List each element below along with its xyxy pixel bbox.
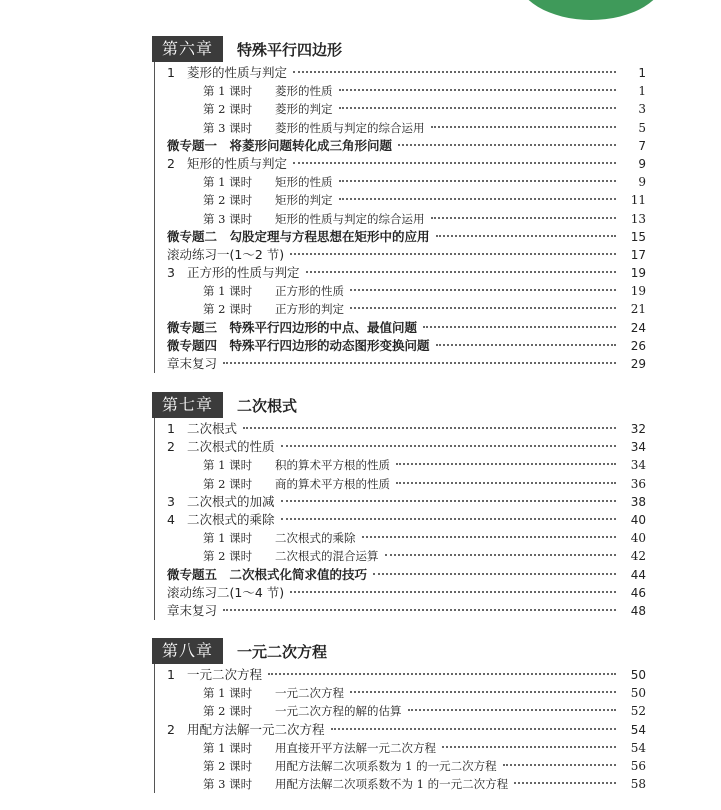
section-number: 3 bbox=[167, 493, 175, 509]
page-number: 19 bbox=[630, 284, 646, 299]
page-number: 1 bbox=[638, 84, 646, 99]
dot-leader bbox=[290, 591, 616, 593]
toc-lesson-entry[interactable] bbox=[155, 529, 646, 547]
toc-lesson-entry[interactable] bbox=[155, 282, 646, 300]
chapter-badge: 第七章 bbox=[152, 392, 223, 418]
toc-special-entry[interactable] bbox=[155, 137, 646, 155]
page-number: 13 bbox=[630, 211, 646, 226]
toc-entry-text: 滚动练习二(1～4 节) bbox=[167, 584, 285, 600]
toc-entry[interactable] bbox=[155, 602, 646, 620]
toc-entry-text: 积的算术平方根的性质 bbox=[275, 458, 390, 473]
toc-entry-label bbox=[203, 210, 425, 228]
toc-lesson-entry[interactable] bbox=[155, 475, 646, 493]
toc-entry-text: 二次根式的性质 bbox=[187, 439, 275, 455]
toc-entry-text: 正方形的性质 bbox=[275, 284, 344, 299]
dot-leader bbox=[339, 180, 617, 182]
dot-leader bbox=[223, 362, 616, 364]
toc-entry[interactable] bbox=[155, 264, 646, 282]
dot-leader bbox=[514, 782, 616, 784]
toc-entry-text: 矩形的性质 bbox=[275, 175, 333, 190]
toc-entry-text: 二次根式的乘除 bbox=[275, 531, 356, 546]
toc-lesson-entry[interactable] bbox=[155, 119, 646, 137]
dot-leader bbox=[339, 198, 617, 200]
dot-leader bbox=[350, 691, 616, 693]
page-number: 38 bbox=[630, 494, 646, 509]
toc-entry-label bbox=[203, 684, 344, 702]
chapter-badge: 第八章 bbox=[152, 638, 223, 664]
page-number: 1 bbox=[638, 66, 646, 80]
dot-leader bbox=[436, 235, 616, 237]
toc-entry-text: 菱形的性质 bbox=[275, 84, 333, 99]
toc-entry-text: 二次根式的混合运算 bbox=[275, 549, 379, 564]
page-number: 36 bbox=[630, 476, 646, 491]
toc-entry-text: 微专题四 特殊平行四边形的动态图形变换问题 bbox=[167, 337, 430, 353]
lesson-number: 第 2 课时 bbox=[203, 704, 253, 719]
toc-entry-label bbox=[167, 721, 325, 739]
dot-leader bbox=[373, 573, 616, 575]
toc-entry-text: 矩形的性质与判定 bbox=[187, 155, 288, 171]
toc-entry[interactable] bbox=[155, 64, 646, 82]
page-number: 32 bbox=[630, 422, 646, 436]
dot-leader bbox=[223, 609, 616, 611]
toc-entry[interactable] bbox=[155, 666, 646, 684]
toc-lesson-entry[interactable] bbox=[155, 300, 646, 318]
section-number: 2 bbox=[167, 439, 175, 455]
toc-entry-text: 菱形的判定 bbox=[275, 102, 333, 117]
chapter-toc bbox=[154, 664, 646, 793]
toc-entry-text: 微专题一 将菱形问题转化成三角形问题 bbox=[167, 137, 393, 153]
toc-entry-text: 商的算术平方根的性质 bbox=[275, 476, 390, 491]
toc-entry-text: 用配方法解二次项系数不为 1 的一元二次方程 bbox=[275, 777, 509, 792]
page-number: 34 bbox=[630, 458, 646, 473]
lesson-number: 第 2 课时 bbox=[203, 476, 253, 491]
lesson-number: 第 1 课时 bbox=[203, 284, 253, 299]
toc-lesson-entry[interactable] bbox=[155, 456, 646, 474]
lesson-number: 第 1 课时 bbox=[203, 458, 253, 473]
toc-entry-label bbox=[203, 547, 379, 565]
toc-entry[interactable] bbox=[155, 246, 646, 264]
page-number: 46 bbox=[630, 585, 646, 600]
dot-leader bbox=[398, 144, 616, 146]
chapter-8 bbox=[152, 638, 646, 793]
dot-leader bbox=[503, 764, 616, 766]
section-number: 2 bbox=[167, 155, 175, 171]
toc-entry-text: 微专题二 勾股定理与方程思想在矩形中的应用 bbox=[167, 228, 430, 244]
dot-leader bbox=[339, 89, 617, 91]
page-number: 15 bbox=[630, 229, 646, 244]
toc-entry-label bbox=[203, 757, 497, 775]
dot-leader bbox=[396, 463, 616, 465]
toc-entry-label bbox=[167, 155, 287, 173]
lesson-number: 第 1 课时 bbox=[203, 686, 253, 701]
toc-entry-label bbox=[167, 228, 430, 246]
dot-leader bbox=[385, 554, 617, 556]
toc-entry-text: 正方形的判定 bbox=[275, 302, 344, 317]
dot-leader bbox=[408, 709, 617, 711]
dot-leader bbox=[306, 271, 616, 273]
dot-leader bbox=[281, 500, 616, 502]
toc-entry-label bbox=[203, 475, 390, 493]
lesson-number: 第 2 课时 bbox=[203, 102, 253, 117]
toc-entry-text: 章末复习 bbox=[167, 356, 218, 371]
chapter-7 bbox=[152, 392, 646, 620]
toc-entry-label bbox=[167, 64, 287, 82]
toc-entry-label bbox=[203, 702, 402, 720]
toc-entry-label bbox=[203, 739, 436, 757]
dot-leader bbox=[339, 107, 617, 109]
toc-entry-text: 矩形的性质与判定的综合运用 bbox=[275, 211, 425, 226]
lesson-number: 第 3 课时 bbox=[203, 777, 253, 792]
toc-entry-label bbox=[167, 264, 300, 282]
toc-lesson-entry[interactable] bbox=[155, 82, 646, 100]
toc-entry-label bbox=[203, 119, 425, 137]
dot-leader bbox=[331, 728, 616, 730]
toc-entry-text: 微专题三 特殊平行四边形的中点、最值问题 bbox=[167, 319, 418, 335]
toc-entry-label bbox=[203, 529, 356, 547]
toc-entry[interactable] bbox=[155, 721, 646, 739]
chapter-toc bbox=[154, 62, 646, 373]
lesson-number: 第 1 课时 bbox=[203, 531, 253, 546]
toc-entry-label bbox=[203, 282, 344, 300]
toc-entry-label bbox=[167, 566, 367, 584]
section-number: 3 bbox=[167, 265, 175, 281]
toc-entry-label bbox=[167, 246, 284, 264]
page-number: 5 bbox=[638, 120, 646, 135]
chapter-header bbox=[152, 36, 646, 62]
section-number: 1 bbox=[167, 65, 175, 80]
chapter-title: 特殊平行四边形 bbox=[237, 40, 343, 59]
lesson-number: 第 1 课时 bbox=[203, 740, 253, 755]
toc-special-entry[interactable] bbox=[155, 337, 646, 355]
toc-lesson-entry[interactable] bbox=[155, 173, 646, 191]
page-number: 34 bbox=[630, 440, 646, 455]
chapter-title: 二次根式 bbox=[237, 396, 298, 415]
page-number: 40 bbox=[630, 512, 646, 527]
toc-lesson-entry[interactable] bbox=[155, 775, 646, 793]
dot-leader bbox=[396, 482, 616, 484]
toc-entry-text: 矩形的判定 bbox=[275, 193, 333, 208]
toc-entry-label bbox=[203, 456, 390, 474]
page-number: 19 bbox=[630, 266, 646, 281]
toc-entry-label bbox=[167, 319, 417, 337]
dot-leader bbox=[290, 253, 616, 255]
page-number: 42 bbox=[630, 549, 646, 564]
dot-leader bbox=[293, 162, 616, 164]
toc-entry-text: 用配方法解一元二次方程 bbox=[187, 721, 325, 737]
toc-entry-label bbox=[167, 420, 237, 438]
dot-leader bbox=[431, 126, 617, 128]
toc-entry-text: 微专题五 二次根式化简求值的技巧 bbox=[167, 566, 368, 582]
chapter-header bbox=[152, 638, 646, 664]
toc-entry-label bbox=[167, 584, 284, 602]
section-number: 4 bbox=[167, 511, 175, 527]
toc-entry-label bbox=[203, 191, 333, 209]
toc-entry-text: 章末复习 bbox=[167, 602, 218, 618]
toc-entry-label bbox=[167, 355, 217, 373]
dot-leader bbox=[362, 536, 617, 538]
dot-leader bbox=[350, 289, 616, 291]
page-number: 7 bbox=[638, 138, 646, 153]
toc-entry-label bbox=[203, 173, 333, 191]
chapter-header bbox=[152, 392, 646, 418]
page-number: 3 bbox=[638, 102, 646, 117]
toc-entry-text: 用配方法解二次项系数为 1 的一元二次方程 bbox=[275, 758, 497, 773]
toc-entry-text: 用直接开平方法解一元二次方程 bbox=[275, 740, 436, 755]
page-number: 40 bbox=[630, 531, 646, 546]
page-number: 58 bbox=[630, 777, 646, 792]
lesson-number: 第 2 课时 bbox=[203, 549, 253, 564]
toc-entry-label bbox=[167, 337, 430, 355]
toc-entry-label bbox=[167, 493, 275, 511]
toc-lesson-entry[interactable] bbox=[155, 739, 646, 757]
toc-entry-label bbox=[167, 666, 262, 684]
dot-leader bbox=[350, 307, 616, 309]
page-number: 54 bbox=[630, 722, 646, 737]
dot-leader bbox=[431, 217, 617, 219]
chapter-badge: 第六章 bbox=[152, 36, 223, 62]
dot-leader bbox=[293, 71, 616, 73]
page-number: 29 bbox=[630, 357, 646, 371]
section-number: 1 bbox=[167, 421, 175, 436]
toc-entry-text: 菱形的性质与判定 bbox=[187, 65, 288, 80]
page-number: 17 bbox=[630, 247, 646, 262]
chapter-toc bbox=[154, 418, 646, 620]
corner-decoration bbox=[516, 0, 666, 20]
toc-entry-label bbox=[167, 511, 275, 529]
toc-entry-label bbox=[203, 82, 333, 100]
toc-entry[interactable] bbox=[155, 438, 646, 456]
page-number: 24 bbox=[630, 320, 646, 335]
toc-entry-text: 正方形的性质与判定 bbox=[187, 265, 300, 281]
page-number: 11 bbox=[630, 193, 646, 208]
dot-leader bbox=[268, 673, 616, 675]
toc-entry[interactable] bbox=[155, 420, 646, 438]
dot-leader bbox=[442, 746, 616, 748]
toc-entry-text: 菱形的性质与判定的综合运用 bbox=[275, 120, 425, 135]
page-number: 56 bbox=[630, 758, 646, 773]
page-number: 52 bbox=[630, 704, 646, 719]
toc-entry-label bbox=[203, 300, 344, 318]
toc-lesson-entry[interactable] bbox=[155, 100, 646, 118]
dot-leader bbox=[436, 344, 616, 346]
toc-entry-text: 二次根式的加减 bbox=[187, 493, 275, 509]
toc-lesson-entry[interactable] bbox=[155, 210, 646, 228]
section-number: 2 bbox=[167, 721, 175, 737]
toc-lesson-entry[interactable] bbox=[155, 191, 646, 209]
toc-lesson-entry[interactable] bbox=[155, 547, 646, 565]
toc-entry-text: 二次根式的乘除 bbox=[187, 511, 275, 527]
toc-lesson-entry[interactable] bbox=[155, 702, 646, 720]
page-number: 9 bbox=[638, 175, 646, 190]
toc-entry-label bbox=[167, 602, 217, 620]
toc-entry-label bbox=[167, 438, 275, 456]
toc-special-entry[interactable] bbox=[155, 228, 646, 246]
page-number: 9 bbox=[638, 156, 646, 171]
toc-entry-text: 一元二次方程 bbox=[187, 667, 263, 682]
lesson-number: 第 2 课时 bbox=[203, 193, 253, 208]
toc-special-entry[interactable] bbox=[155, 566, 646, 584]
toc-entry-label bbox=[203, 775, 508, 793]
dot-leader bbox=[281, 518, 616, 520]
dot-leader bbox=[423, 326, 616, 328]
toc-entry[interactable] bbox=[155, 511, 646, 529]
page-number: 44 bbox=[630, 567, 646, 582]
toc-lesson-entry[interactable] bbox=[155, 684, 646, 702]
toc-entry-label bbox=[203, 100, 333, 118]
chapter-title: 一元二次方程 bbox=[237, 642, 328, 661]
toc-entry-text: 滚动练习一(1～2 节) bbox=[167, 246, 285, 262]
toc-entry-text: 二次根式 bbox=[187, 421, 238, 436]
toc-entry-label bbox=[167, 137, 392, 155]
chapter-6 bbox=[152, 36, 646, 373]
lesson-number: 第 1 课时 bbox=[203, 84, 253, 99]
toc-entry[interactable] bbox=[155, 155, 646, 173]
page-number: 54 bbox=[630, 740, 646, 755]
toc-entry-text: 一元二次方程的解的估算 bbox=[275, 704, 402, 719]
lesson-number: 第 3 课时 bbox=[203, 211, 253, 226]
page-number: 21 bbox=[630, 302, 646, 317]
toc-entry[interactable] bbox=[155, 584, 646, 602]
toc-entry[interactable] bbox=[155, 355, 646, 373]
toc-entry-text: 一元二次方程 bbox=[275, 686, 344, 701]
page-number: 50 bbox=[630, 686, 646, 701]
dot-leader bbox=[281, 445, 616, 447]
toc-lesson-entry[interactable] bbox=[155, 757, 646, 775]
dot-leader bbox=[243, 427, 616, 429]
lesson-number: 第 2 课时 bbox=[203, 758, 253, 773]
lesson-number: 第 3 课时 bbox=[203, 120, 253, 135]
page-number: 50 bbox=[630, 668, 646, 682]
lesson-number: 第 1 课时 bbox=[203, 175, 253, 190]
lesson-number: 第 2 课时 bbox=[203, 302, 253, 317]
page-number: 26 bbox=[630, 338, 646, 353]
toc-entry[interactable] bbox=[155, 493, 646, 511]
page-number: 48 bbox=[630, 603, 646, 618]
section-number: 1 bbox=[167, 667, 175, 682]
toc-special-entry[interactable] bbox=[155, 319, 646, 337]
